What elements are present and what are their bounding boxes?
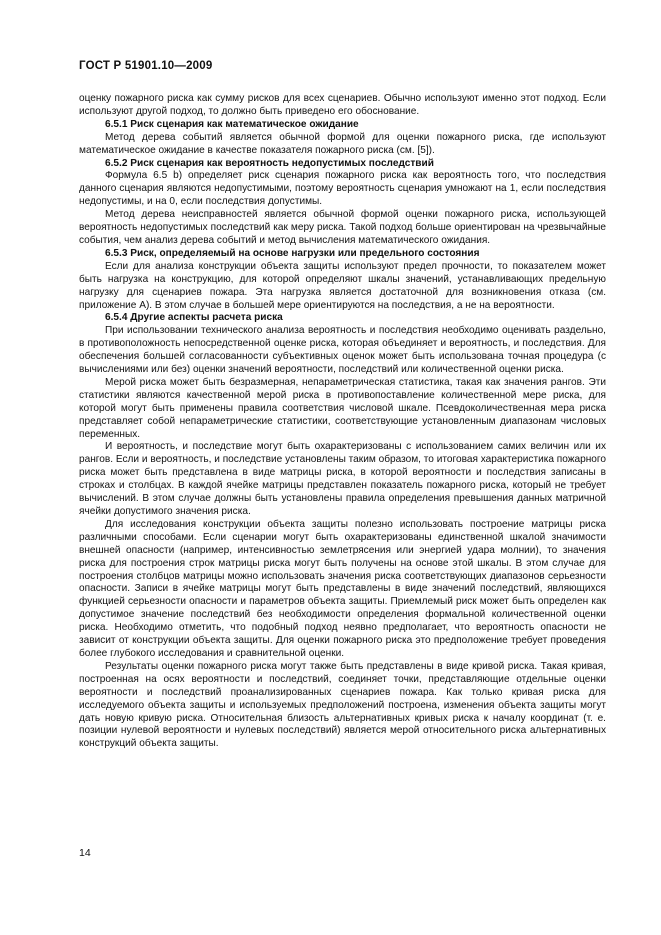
- page-content: [79, 93, 606, 751]
- paragraph: Метод дерева неисправностей является обычной формой оценки пожарного риска, использующей вероятность недопустимых последствий как меру риска. Такой подход больше ориентирован на чрезвычайные события, чем анализ дерева событий и метод вычисления математического ожидания.: [79, 209, 606, 246]
- page-number: 14: [79, 847, 91, 859]
- paragraph-intro: оценку пожарного риска как сумму рисков для всех сценариев. Обычно используют именно этот подход. Если используют другой подход, то должно быть приведено его обоснование.: [79, 93, 606, 117]
- heading-6-5-2: 6.5.2 Риск сценария как вероятность недопустимых последствий: [105, 157, 434, 169]
- paragraph: Формула 6.5 b) определяет риск сценария пожарного риска как вероятность того, что последствия данного сценария являются недопустимыми, поэтому вероятность сценария умножают на 1, если последствия недопустимы, и на 0, если последствия допустимы.: [79, 170, 606, 208]
- paragraph: При использовании технического анализа вероятность и последствия необходимо оценивать раздельно, в противоположность непосредственной оценке риска, которая объединяет и вероятность, и последствия. Для обеспечения большей согласованности субъективных оценок может быть использована точная процедура (с вычислениями или без) оценки значений вероятности, последствий или количественной оценки риска.: [79, 325, 606, 376]
- paragraph: Мерой риска может быть безразмерная, непараметрическая статистика, такая как значения рангов. Эти статистики являются качественной мерой риска в противопоставление количественной мере риска, для которой могут быть применены правила соответствия числовой шкале. Псевдоколичественная мера риска представляет собой непараметрические статистики, соответствующие установленным диапазонам числовых переменных.: [79, 376, 606, 440]
- paragraph: И вероятность, и последствие могут быть охарактеризованы с использованием самих величин или их рангов. Если и вероятность, и последствие установлены таким образом, то итоговая характеристика пожарного риска может быть представлена в виде матрицы риска, в которой вероятности и последствия записаны в строках и столбцах. В каждой ячейке матрицы представлен показатель пожарного риска, который не требует вычислений. В этом случае должны быть установлены правила определения превышения данных матричной ячейки допустимого значения риска.: [79, 441, 606, 517]
- heading-6-5-3: 6.5.3 Риск, определяемый на основе нагрузки или предельного состояния: [105, 247, 480, 259]
- paragraph: Для исследования конструкции объекта защиты полезно использовать построение матрицы риска различными способами. Если сценарии могут быть охарактеризованы единственной шкалой значимости внешней опасности (например, интенсивностью землетрясения или энергией удара молнии), то значения риска для построения строк матрицы риска могут быть получены на основе этой шкалы. В этом случае для построения столбцов матрицы можно использовать значения риска соответствующих диапазонов серьезности опасности. Записи в ячейке матрицы могут быть представлены в виде значений последствий, являющихся функцией серьезности опасности и параметров объекта защиты. Приемлемый риск может быть определен как допустимое значение последствий без необходимости определения формальной количественной оценки риска. Необходимо отметить, что подобный подход неявно предполагает, что вероятность опасности не зависит от конструкции объекта защиты. Для оценки пожарного риска это предположение требует проведения более глубокого исследования и сравнительной оценки.: [79, 518, 606, 659]
- heading-6-5-1: 6.5.1 Риск сценария как математическое ожидание: [105, 118, 359, 130]
- heading-6-5-4: 6.5.4 Другие аспекты расчета риска: [105, 312, 283, 324]
- paragraph: Если для анализа конструкции объекта защиты используют предел прочности, то показателем может быть нагрузка на конструкцию, для которой определяют шкалы значений, устанавливающих предельную нагрузку для сценариев пожара. Эта нагрузка является достаточной для возникновения отказа (см. приложение А). В этом случае в большей мере ориентируются на последствия, а не на вероятности.: [79, 260, 606, 311]
- standard-header: ГОСТ Р 51901.10—2009: [79, 60, 213, 72]
- paragraph: Метод дерева событий является обычной формой для оценки пожарного риска, где используют математическое ожидание в качестве показателя пожарного риска (см. [5]).: [79, 131, 606, 156]
- paragraph: Результаты оценки пожарного риска могут также быть представлены в виде кривой риска. Такая кривая, построенная на осях вероятности и последствий, соединяет точки, представляющие отдельные оценки вероятности и последствий проанализированных сценариев пожара. Как только кривая риска для исследуемого объекта защиты и используемых предположений построена, изменения объекта защиты могут дать новую кривую риска. Относительная близость альтернативных кривых риска к началу координат (т. е. позиции нулевой вероятности и нулевых последствий) является мерой относительного риска альтернативных конструкций объекта защиты.: [79, 660, 606, 750]
